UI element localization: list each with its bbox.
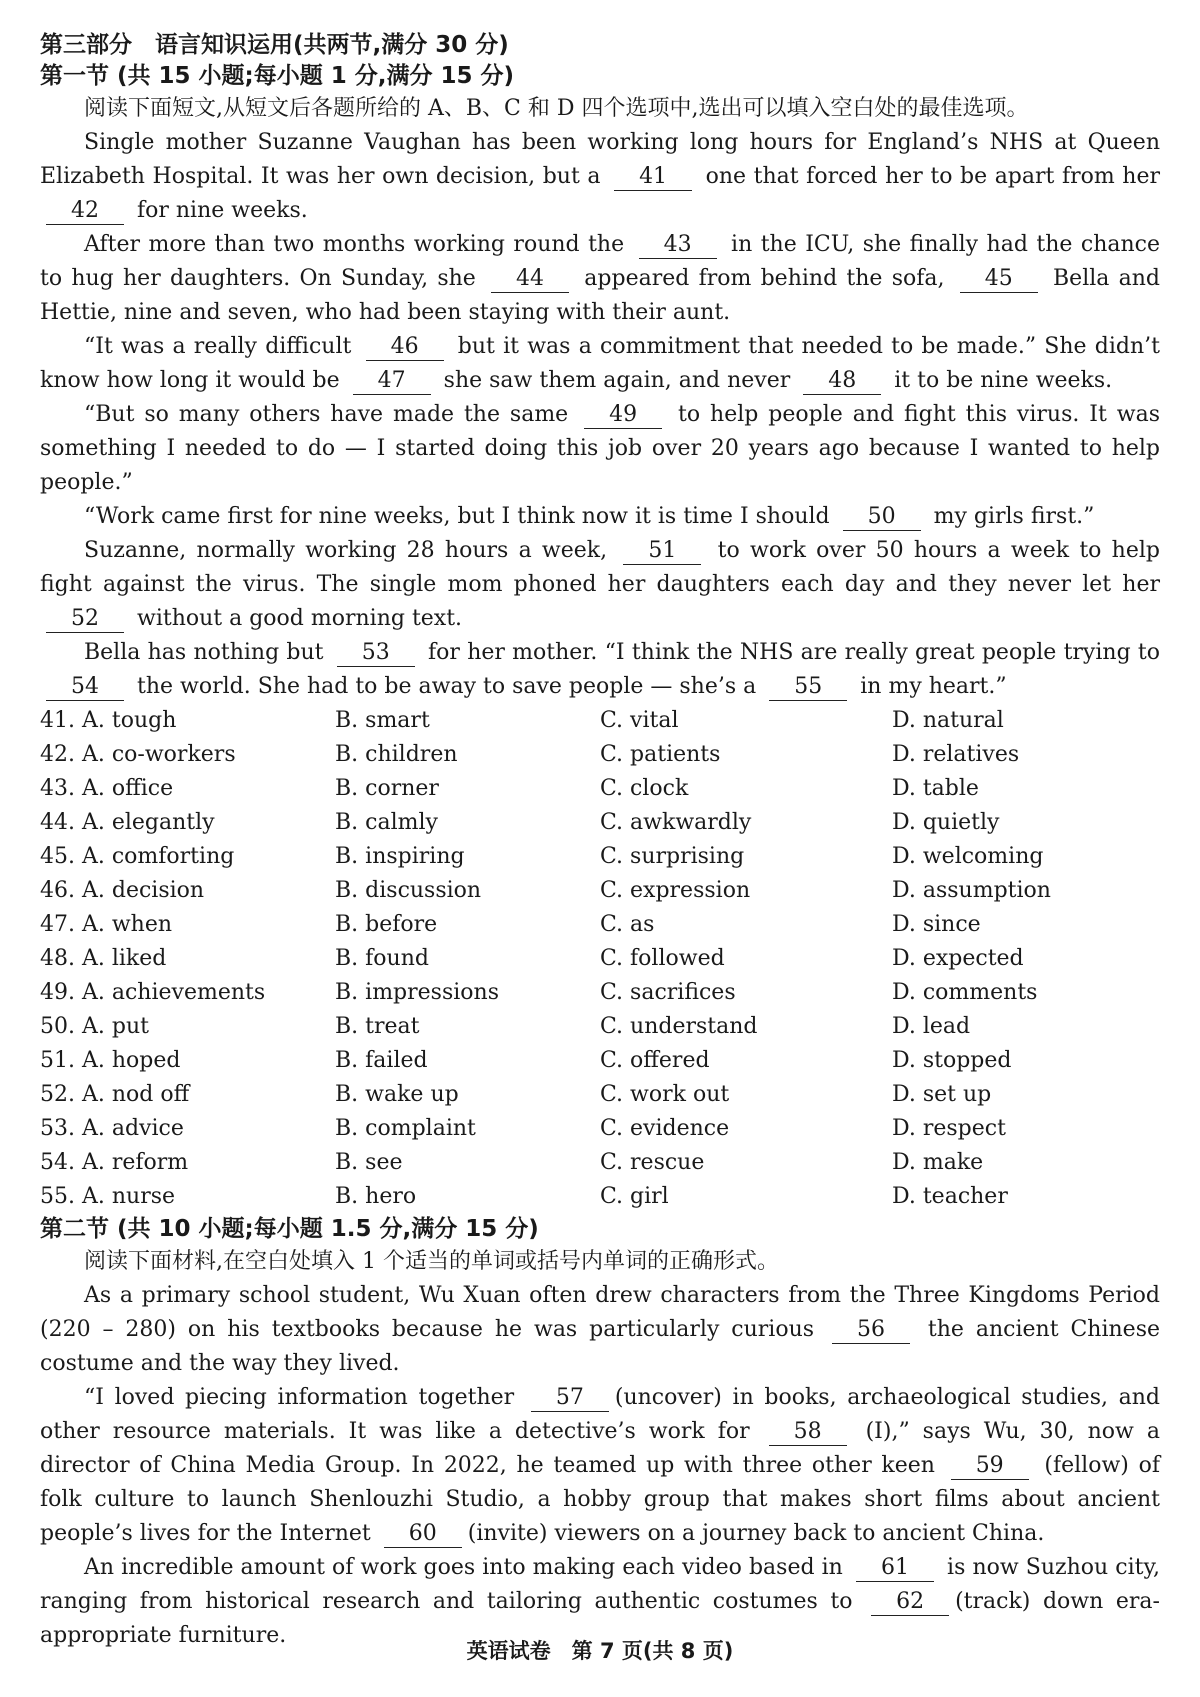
option-row (40, 704, 1160, 738)
option-d[interactable]: D. set up (892, 1082, 992, 1107)
option-row (40, 942, 1160, 976)
option-c[interactable]: C. patients (600, 742, 721, 767)
option-d[interactable]: D. expected (892, 946, 1024, 971)
answer-blank-49[interactable]: 49 (584, 402, 662, 429)
section1-paragraph: “Work came first for nine weeks, but I think now it is time I should 50 my girls first.” (84, 504, 1095, 529)
option-a[interactable]: 54. A. reform (40, 1150, 189, 1175)
section1-paragraph: “But so many others have made the same 49 to help people and fight this virus. It was something I needed to do — I started doing this job over 20 years ago because I wanted to help people.” (40, 402, 1160, 495)
option-a[interactable]: 49. A. achievements (40, 980, 266, 1005)
section2-paragraph: “I loved piecing information together 57 (uncover) in books, archaeological studies, and other resource materials. It was like a detective’s work for 58 (I),” says Wu, 30, now a director of China Media Group. In 2022, he teamed up with three other keen 59 (fellow) of folk culture to launch Shenlouzhi Studio, a hobby group that makes short films about ancient people’s lives for the Internet 60 (invite) viewers on a journey back to ancient China. (40, 1385, 1160, 1546)
option-b[interactable]: B. children (335, 742, 458, 767)
option-row (40, 908, 1160, 942)
option-b[interactable]: B. calmly (335, 810, 438, 835)
option-d[interactable]: D. welcoming (892, 844, 1044, 869)
option-b[interactable]: B. smart (335, 708, 430, 733)
option-b[interactable]: B. corner (335, 776, 439, 801)
option-b[interactable]: B. impressions (335, 980, 499, 1005)
option-row (40, 1044, 1160, 1078)
section1-paragraph: “It was a really difficult 46 but it was a commitment that needed to be made.” She didn’t know how long it would be 47 she saw them again, and never 48 it to be nine weeks. (40, 334, 1161, 393)
answer-blank-46[interactable]: 46 (366, 334, 444, 361)
option-row (40, 1078, 1160, 1112)
part3-title: 第三部分 语言知识运用(共两节,满分 30 分) (40, 32, 509, 58)
answer-blank-44[interactable]: 44 (491, 266, 569, 293)
option-a[interactable]: 48. A. liked (40, 946, 167, 971)
answer-blank-42[interactable]: 42 (46, 198, 124, 225)
option-b[interactable]: B. found (335, 946, 429, 971)
option-b[interactable]: B. inspiring (335, 844, 465, 869)
option-a[interactable]: 53. A. advice (40, 1116, 184, 1141)
answer-blank-53[interactable]: 53 (337, 640, 415, 667)
option-b[interactable]: B. see (335, 1150, 403, 1175)
answer-blank-62[interactable]: 62 (871, 1589, 949, 1616)
option-row (40, 738, 1160, 772)
option-row (40, 840, 1160, 874)
option-c[interactable]: C. girl (600, 1184, 669, 1209)
option-row (40, 874, 1160, 908)
section1-paragraph: After more than two months working round the 43 in the ICU, she finally had the chance to hug her daughters. On Sunday, she 44 appeared from behind the sofa, 45 Bella and Hettie, nine and seven, who had been staying with their aunt. (40, 232, 1160, 325)
option-b[interactable]: B. complaint (335, 1116, 476, 1141)
option-a[interactable]: 41. A. tough (40, 708, 177, 733)
section1-passage (40, 126, 1160, 704)
answer-blank-58[interactable]: 58 (769, 1419, 847, 1446)
section1-title: 第一节 (共 15 小题;每小题 1 分,满分 15 分) (40, 63, 515, 89)
option-d[interactable]: D. lead (892, 1014, 971, 1039)
section2-instruction: 阅读下面材料,在空白处填入 1 个适当的单词或括号内单词的正确形式。 (84, 1249, 779, 1274)
answer-blank-51[interactable]: 51 (623, 538, 701, 565)
option-d[interactable]: D. quietly (892, 810, 1000, 835)
option-b[interactable]: B. failed (335, 1048, 428, 1073)
section2-passage (40, 1279, 1160, 1653)
option-row (40, 1112, 1160, 1146)
option-a[interactable]: 42. A. co-workers (40, 742, 236, 767)
option-b[interactable]: B. hero (335, 1184, 417, 1209)
section1-paragraph: Single mother Suzanne Vaughan has been working long hours for England’s NHS at Queen Elizabeth Hospital. It was her own decision, but a 41 one that forced her to be apart from her 42 for nine weeks. (40, 130, 1160, 223)
answer-blank-57[interactable]: 57 (531, 1385, 609, 1412)
option-c[interactable]: C. rescue (600, 1150, 705, 1175)
answer-blank-43[interactable]: 43 (639, 232, 717, 259)
section2-paragraph: An incredible amount of work goes into making each video based in 61 is now Suzhou city, ranging from historical research and tailoring authentic costumes to 62 (track) down era-appropriate furniture. (40, 1555, 1160, 1648)
option-c[interactable]: C. expression (600, 878, 751, 903)
answer-blank-56[interactable]: 56 (832, 1317, 910, 1344)
answer-blank-41[interactable]: 41 (614, 164, 692, 191)
option-b[interactable]: B. discussion (335, 878, 482, 903)
option-c[interactable]: C. vital (600, 708, 679, 733)
option-row (40, 1180, 1160, 1214)
option-row (40, 1146, 1160, 1180)
page-footer: 英语试卷 第 7 页(共 8 页) (466, 1639, 734, 1663)
option-a[interactable]: 45. A. comforting (40, 844, 235, 869)
option-d[interactable]: D. teacher (892, 1184, 1008, 1209)
answer-blank-59[interactable]: 59 (951, 1453, 1029, 1480)
answer-blank-55[interactable]: 55 (769, 674, 847, 701)
answer-blank-47[interactable]: 47 (353, 368, 431, 395)
option-row (40, 806, 1160, 840)
option-row (40, 1010, 1160, 1044)
option-d[interactable]: D. table (892, 776, 979, 801)
section2-paragraph: As a primary school student, Wu Xuan often drew characters from the Three Kingdoms Period (220 – 280) on his textbooks because he was particularly curious 56 the ancient Chinese costume and the way they lived. (40, 1283, 1161, 1376)
option-b[interactable]: B. before (335, 912, 438, 937)
option-b[interactable]: B. wake up (335, 1082, 459, 1107)
option-a[interactable]: 47. A. when (40, 912, 173, 937)
option-c[interactable]: C. awkwardly (600, 810, 752, 835)
section1-paragraph: Suzanne, normally working 28 hours a week, 51 to work over 50 hours a week to help fight against the virus. The single mom phoned her daughters each day and they never let her 52 without a good morning text. (40, 538, 1160, 631)
option-d[interactable]: D. comments (892, 980, 1038, 1005)
option-c[interactable]: C. followed (600, 946, 725, 971)
option-d[interactable]: D. relatives (892, 742, 1020, 767)
option-a[interactable]: 46. A. decision (40, 878, 205, 903)
option-a[interactable]: 43. A. office (40, 776, 174, 801)
option-c[interactable]: C. sacrifices (600, 980, 736, 1005)
option-a[interactable]: 55. A. nurse (40, 1184, 176, 1209)
option-d[interactable]: D. since (892, 912, 981, 937)
option-d[interactable]: D. make (892, 1150, 984, 1175)
answer-blank-48[interactable]: 48 (803, 368, 881, 395)
option-a[interactable]: 50. A. put (40, 1014, 149, 1039)
answer-blank-50[interactable]: 50 (843, 504, 921, 531)
option-d[interactable]: D. assumption (892, 878, 1051, 903)
option-d[interactable]: D. respect (892, 1116, 1006, 1141)
option-d[interactable]: D. natural (892, 708, 1004, 733)
answer-blank-45[interactable]: 45 (960, 266, 1038, 293)
option-c[interactable]: C. evidence (600, 1116, 730, 1141)
option-c[interactable]: C. as (600, 912, 655, 937)
section1-instruction: 阅读下面短文,从短文后各题所给的 A、B、C 和 D 四个选项中,选出可以填入空白处的最佳选项。 (84, 96, 1029, 121)
option-c[interactable]: C. understand (600, 1014, 758, 1039)
option-row (40, 772, 1160, 806)
option-c[interactable]: C. surprising (600, 844, 745, 869)
answer-blank-61[interactable]: 61 (856, 1555, 934, 1582)
option-a[interactable]: 51. A. hoped (40, 1048, 181, 1073)
option-a[interactable]: 52. A. nod off (40, 1082, 190, 1107)
section2-title: 第二节 (共 10 小题;每小题 1.5 分,满分 15 分) (40, 1216, 539, 1242)
answer-blank-54[interactable]: 54 (46, 674, 124, 701)
answer-blank-60[interactable]: 60 (384, 1521, 462, 1548)
option-d[interactable]: D. stopped (892, 1048, 1012, 1073)
option-a[interactable]: 44. A. elegantly (40, 810, 215, 835)
section1-options (40, 704, 1160, 1214)
option-c[interactable]: C. clock (600, 776, 689, 801)
option-c[interactable]: C. offered (600, 1048, 710, 1073)
option-c[interactable]: C. work out (600, 1082, 730, 1107)
answer-blank-52[interactable]: 52 (46, 606, 124, 633)
section1-paragraph: Bella has nothing but 53 for her mother. “I think the NHS are really great people trying to 54 the world. She had to be away to save people — she’s a 55 in my heart.” (40, 636, 1160, 704)
option-row (40, 976, 1160, 1010)
option-b[interactable]: B. treat (335, 1014, 420, 1039)
